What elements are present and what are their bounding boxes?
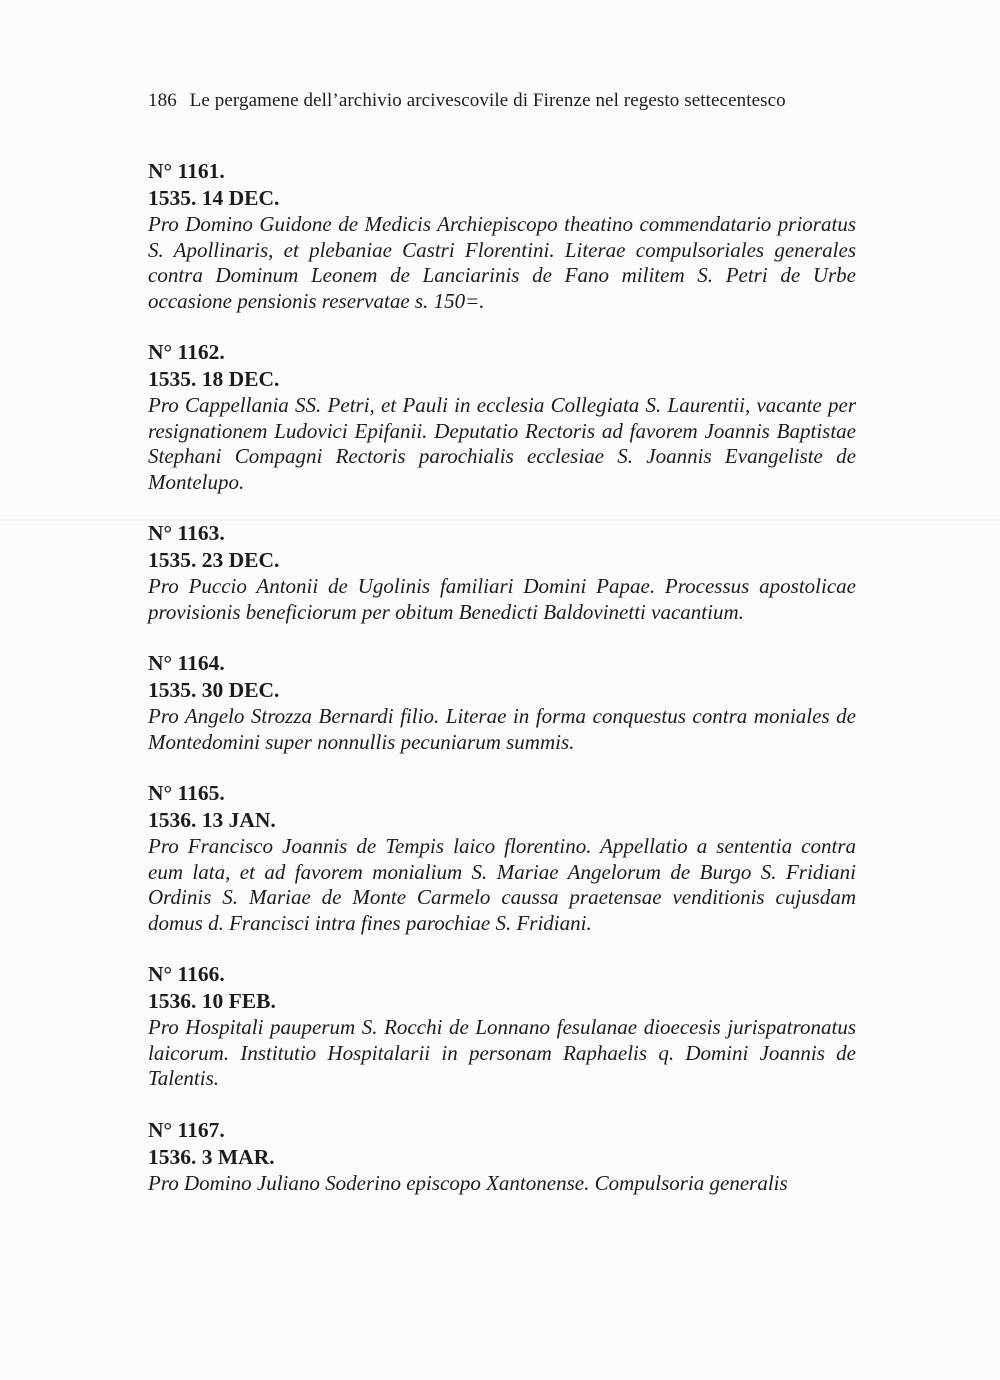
entry-summary: Pro Cappellania SS. Petri, et Pauli in ecclesia Collegiata S. Laurentii, vacante per resignationem Ludovici Epifanii. Deputatio Rectoris ad favorem Joannis Baptistae Stephani Compagni Rectoris parochialis ecclesiae S. Joannis Evangeliste de Montelupo. — [148, 393, 856, 494]
entry-list — [148, 158, 856, 1221]
entry-summary: Pro Domino Guidone de Medicis Archiepiscopo theatino commendatario prioratus S. Apollinaris, et plebaniae Castri Florentini. Literae compulsoriales generales contra Dominum Leonem de Lanciarinis de Fano militem S. Petri de Urbe occasione pensionis reservatae s. 150=. — [148, 212, 856, 313]
entry-number: N° 1162. — [148, 340, 225, 364]
entry-date: 1536. 13 JAN. — [148, 808, 276, 832]
page-number: 186 — [148, 90, 177, 111]
entry-number: N° 1167. — [148, 1117, 225, 1142]
entry-date: 1535. 18 DEC. — [148, 367, 280, 391]
entry-1164 — [148, 650, 856, 755]
entry-1167 — [148, 1117, 856, 1197]
running-title: Le pergamene dell’archivio arcivescovile di Firenze nel regesto settecentesco — [189, 90, 786, 111]
entry-1166 — [148, 961, 856, 1092]
entry-1163 — [148, 520, 856, 625]
entry-summary: Pro Puccio Antonii de Ugolinis familiari Domini Papae. Processus apostolicae provisionis beneficiorum per obitum Benedicti Baldovinetti vacantium. — [148, 574, 856, 624]
running-header — [148, 90, 786, 112]
entry-date: 1536. 10 FEB. — [148, 989, 276, 1013]
entry-date: 1535. 23 DEC. — [148, 548, 280, 572]
entry-date: 1536. 3 MAR. — [148, 1144, 275, 1169]
entry-date: 1535. 14 DEC. — [148, 186, 280, 210]
entry-1161 — [148, 158, 856, 314]
entry-date: 1535. 30 DEC. — [148, 678, 280, 702]
entry-summary: Pro Domino Juliano Soderino episcopo Xantonense. Compulsoria generalis — [148, 1170, 788, 1195]
entry-summary: Pro Hospitali pauperum S. Rocchi de Lonnano fesulanae dioecesis jurispatronatus laicorum. Institutio Hospitalarii in personam Raphaelis q. Domini Joannis de Talentis. — [148, 1015, 856, 1090]
entry-number: N° 1165. — [148, 781, 225, 805]
entry-summary: Pro Angelo Strozza Bernardi filio. Literae in forma conquestus contra moniales de Montedomini super nonnullis pecuniarum summis. — [148, 704, 856, 754]
entry-summary: Pro Francisco Joannis de Tempis laico florentino. Appellatio a sententia contra eum lata, et ad favorem monialium S. Mariae Angelorum de Burgo S. Fridiani Ordinis S. Mariae de Monte Carmelo caussa praetensae venditionis cujusdam domus d. Francisci intra fines parochiae S. Fridiani. — [148, 834, 856, 935]
entry-1162 — [148, 339, 856, 495]
entry-number: N° 1166. — [148, 962, 225, 986]
entry-number: N° 1164. — [148, 651, 225, 675]
entry-number: N° 1163. — [148, 521, 225, 545]
entry-number: N° 1161. — [148, 159, 225, 183]
entry-1165 — [148, 780, 856, 936]
